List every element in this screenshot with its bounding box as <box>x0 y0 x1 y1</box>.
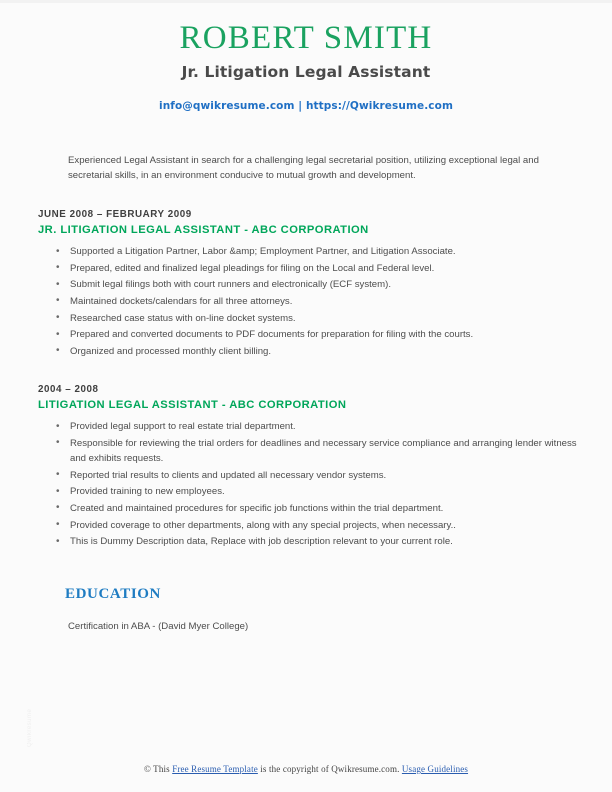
experience-bullet-list <box>38 244 582 359</box>
list-item: • Organized and processed monthly client billing. <box>38 344 582 359</box>
list-item: • Provided training to new employees. <box>38 484 582 499</box>
usage-guidelines-link[interactable]: Usage Guidelines <box>401 764 469 774</box>
experience-date-range: 2004 – 2008 <box>38 384 99 396</box>
experience-entry <box>38 384 582 549</box>
education-section <box>38 586 582 634</box>
footer <box>0 764 612 774</box>
contact-line: info@qwikresume.com | https://Qwikresume.com <box>159 99 453 112</box>
experience-entry <box>38 209 582 359</box>
education-entry: Certification in ABA - (David Myer College) <box>68 621 249 633</box>
list-item: • Supported a Litigation Partner, Labor &amp; Employment Partner, and Litigation Associate. <box>38 244 582 259</box>
summary-text: Experienced Legal Assistant in search for a challenging legal secretarial position, utilizing exceptional legal and secretarial skills, in an environment conducive to mutual growth and development. <box>68 154 539 182</box>
list-item: • Provided coverage to other departments, along with any special projects, when necessary.. <box>38 518 582 533</box>
footer-middle: is the copyright of Qwikresume.com. <box>257 764 402 774</box>
list-item: • This is Dummy Description data, Replace with job description relevant to your current role. <box>38 534 582 549</box>
list-item: • Created and maintained procedures for specific job functions within the trial department. <box>38 501 582 516</box>
experience-bullet-list <box>38 419 582 549</box>
experience-role-title: JR. LITIGATION LEGAL ASSISTANT - ABC CORPORATION <box>38 224 369 237</box>
list-item: • Submit legal filings both with court runners and electronically (ECF system). <box>38 277 582 292</box>
candidate-job-title: Jr. Litigation Legal Assistant <box>181 62 431 81</box>
list-item: • Provided legal support to real estate trial department. <box>38 419 582 434</box>
candidate-name: ROBERT SMITH <box>179 20 433 56</box>
list-item: • Maintained dockets/calendars for all three attorneys. <box>38 294 582 309</box>
list-item: • Prepared, edited and finalized legal pleadings for filing on the Local and Federal level. <box>38 261 582 276</box>
list-item: • Reported trial results to clients and updated all necessary vendor systems. <box>38 468 582 483</box>
experience-role-title: LITIGATION LEGAL ASSISTANT - ABC CORPORATION <box>38 399 347 412</box>
list-item: • Researched case status with on-line docket systems. <box>38 311 582 326</box>
free-resume-template-link[interactable]: Free Resume Template <box>172 764 258 774</box>
experience-date-range: JUNE 2008 – FEBRUARY 2009 <box>38 209 192 221</box>
resume-content <box>0 153 612 635</box>
page-watermark: Qwikresume <box>27 708 33 747</box>
resume-header <box>0 3 612 112</box>
list-item: • Prepared and converted documents to PDF documents for preparation for filing with the courts. <box>38 327 582 342</box>
list-item: • Responsible for reviewing the trial orders for deadlines and necessary service compliance and arranging lender witness and exhibits requests. <box>38 436 582 466</box>
education-heading: EDUCATION <box>65 586 161 603</box>
footer-prefix: © This <box>143 764 173 774</box>
